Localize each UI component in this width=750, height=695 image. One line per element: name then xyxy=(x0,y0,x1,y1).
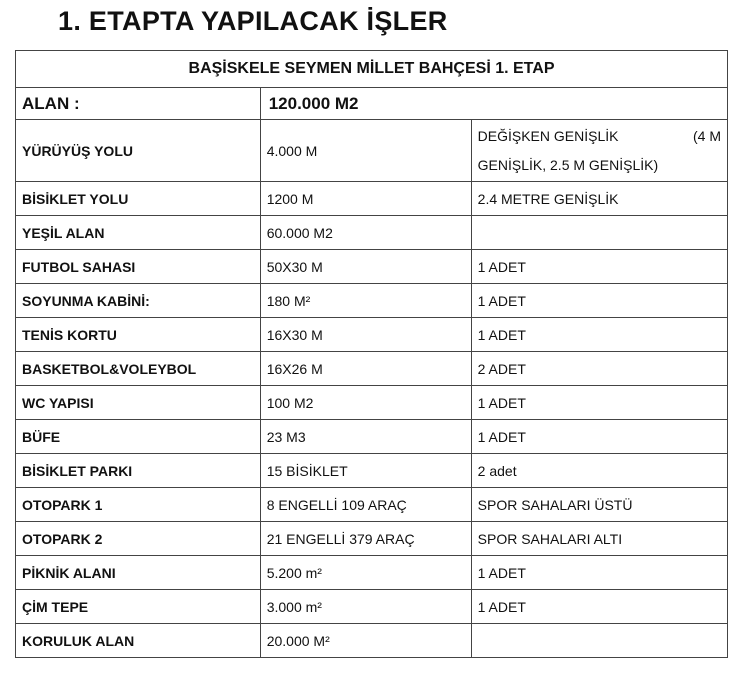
item-size: 3.000 m² xyxy=(260,590,471,624)
item-size: 23 M3 xyxy=(260,420,471,454)
item-note-part: DEĞİŞKEN GENİŞLİK xyxy=(477,127,619,144)
item-size: 21 ENGELLİ 379 ARAÇ xyxy=(260,522,471,556)
table-row xyxy=(16,624,728,658)
table-row xyxy=(16,216,728,250)
item-size: 16X26 M xyxy=(260,352,471,386)
table-row xyxy=(16,590,728,624)
item-note: SPOR SAHALARI ÜSTÜ xyxy=(471,488,727,522)
item-name: ÇİM TEPE xyxy=(16,590,261,624)
item-size: 100 M2 xyxy=(260,386,471,420)
item-note: 1 ADET xyxy=(471,590,727,624)
item-note: 2 ADET xyxy=(471,352,727,386)
item-size: 60.000 M2 xyxy=(260,216,471,250)
item-name: PİKNİK ALANI xyxy=(16,556,261,590)
table-row xyxy=(16,488,728,522)
item-note xyxy=(471,120,727,182)
item-note: 1 ADET xyxy=(471,556,727,590)
item-name: YEŞİL ALAN xyxy=(16,216,261,250)
item-name: BÜFE xyxy=(16,420,261,454)
item-name: FUTBOL SAHASI xyxy=(16,250,261,284)
item-name: KORULUK ALAN xyxy=(16,624,261,658)
area-label: ALAN : xyxy=(16,88,261,120)
item-note: 2.4 METRE GENİŞLİK xyxy=(471,182,727,216)
item-note: 2 adet xyxy=(471,454,727,488)
area-row xyxy=(16,88,728,120)
table-row xyxy=(16,386,728,420)
item-note: 1 ADET xyxy=(471,420,727,454)
table-row xyxy=(16,454,728,488)
item-note xyxy=(471,624,727,658)
item-name: YÜRÜYÜŞ YOLU xyxy=(16,120,261,182)
table-row xyxy=(16,182,728,216)
item-size: 15 BİSİKLET xyxy=(260,454,471,488)
item-note: 1 ADET xyxy=(471,386,727,420)
item-note: SPOR SAHALARI ALTI xyxy=(471,522,727,556)
item-note: 1 ADET xyxy=(471,284,727,318)
table-row xyxy=(16,250,728,284)
page-title: 1. ETAPTA YAPILACAK İŞLER xyxy=(58,6,448,36)
item-size: 5.200 m² xyxy=(260,556,471,590)
item-note: 1 ADET xyxy=(471,250,727,284)
item-name: WC YAPISI xyxy=(16,386,261,420)
item-name: BİSİKLET PARKI xyxy=(16,454,261,488)
item-note: 1 ADET xyxy=(471,318,727,352)
table-row xyxy=(16,522,728,556)
item-name: OTOPARK 2 xyxy=(16,522,261,556)
item-size: 180 M² xyxy=(260,284,471,318)
table-row xyxy=(16,556,728,590)
item-size: 16X30 M xyxy=(260,318,471,352)
item-note xyxy=(471,216,727,250)
table-row xyxy=(16,318,728,352)
item-name: OTOPARK 1 xyxy=(16,488,261,522)
table-row xyxy=(16,120,728,182)
table-row xyxy=(16,420,728,454)
item-note-part: (4 M xyxy=(693,127,721,144)
item-name: TENİS KORTU xyxy=(16,318,261,352)
area-value: 120.000 M2 xyxy=(260,88,727,120)
item-name: SOYUNMA KABİNİ: xyxy=(16,284,261,318)
item-size: 50X30 M xyxy=(260,250,471,284)
item-note-part: GENİŞLİK, 2.5 M GENİŞLİK) xyxy=(477,156,659,173)
item-name: BASKETBOL&VOLEYBOL xyxy=(16,352,261,386)
item-size: 8 ENGELLİ 109 ARAÇ xyxy=(260,488,471,522)
table-header: BAŞİSKELE SEYMEN MİLLET BAHÇESİ 1. ETAP xyxy=(16,51,728,88)
works-table xyxy=(15,50,728,658)
table-row xyxy=(16,352,728,386)
item-size: 4.000 M xyxy=(260,120,471,182)
item-name: BİSİKLET YOLU xyxy=(16,182,261,216)
item-size: 20.000 M² xyxy=(260,624,471,658)
table-row xyxy=(16,284,728,318)
item-size: 1200 M xyxy=(260,182,471,216)
table-header-row xyxy=(16,51,728,88)
